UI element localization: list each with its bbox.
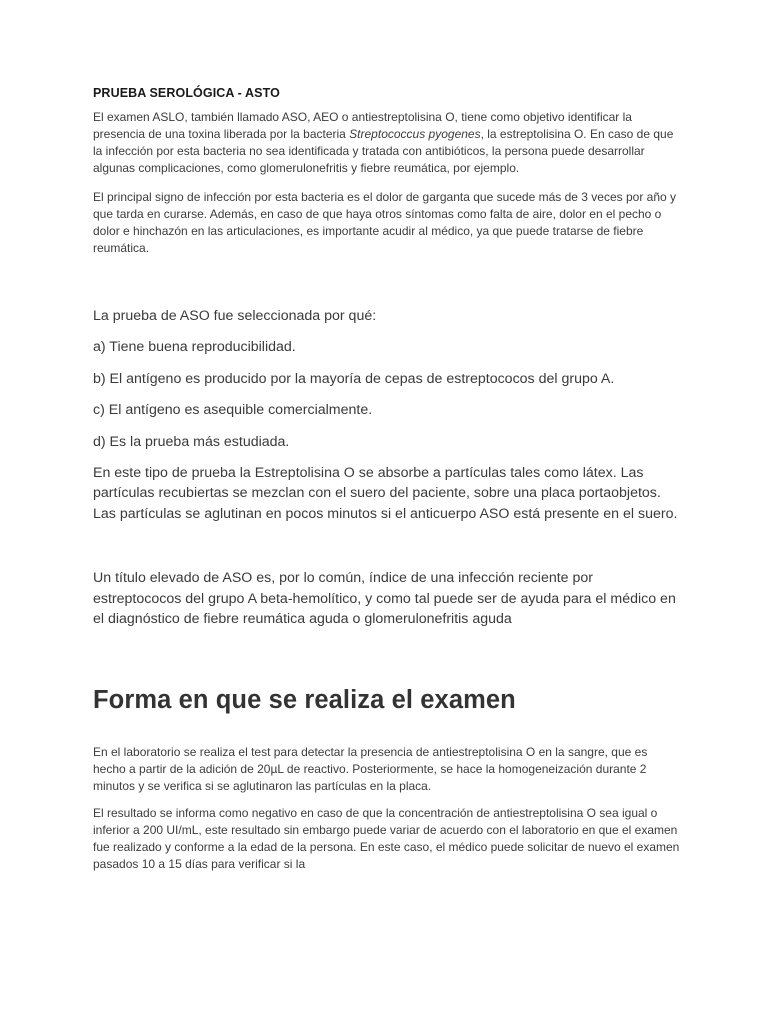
spacer xyxy=(93,535,683,568)
intro-paragraph-2: El principal signo de infección por esta bacteria es el dolor de garganta que sucede más de 3 veces por año y que tarda en curarse. Además, en caso de que haya otros síntomas como falta de aire, dolor en el pecho o dolor e hinchazón en las articulaciones, es importante acudir al médico, ya que puede tratarse de fiebre reumática. xyxy=(93,190,677,255)
result-paragraph: El resultado se informa como negativo en caso de que la concentración de antiestreptolisina O sea igual o inferior a 200 UI/mL, este resultado sin embargo puede variar de acuerdo con el laboratorio en que el examen fue realizado y conforme a la edad de la persona. En este caso, el médico puede solicitar de nuevo el examen pasados 10 a 15 días para verificar si la xyxy=(93,806,680,872)
document-page xyxy=(93,86,683,885)
option-a: a) Tiene buena reproducibilidad. xyxy=(93,339,296,356)
aso-title-paragraph: Un título elevado de ASO es, por lo común, índice de una infección reciente por estreptococos del grupo A beta-hemolítico, y como tal puede ser de ayuda para el médico en el diagnóstico de fiebre reumática aguda o glomerulonefritis aguda xyxy=(93,570,676,628)
intro-p1-text-start: El examen ASLO, también llamado ASO, AEO o antiestreptolisina O, tiene como objetivo identificar la presencia de una toxina liberada por la bacteria xyxy=(93,110,632,141)
bacteria-name: Streptococcus pyogenes xyxy=(349,127,481,141)
method-paragraph: En el laboratorio se realiza el test para detectar la presencia de antiestreptolisina O en la sangre, que es hecho a partir de la adición de 20µL de reactivo. Posteriormente, se hace la homogeneización durante 2 minutos y se verifica si se aglutinaron las partículas en la placa. xyxy=(93,745,648,794)
intro-paragraph-1 xyxy=(93,109,683,177)
option-b: b) El antígeno es producido por la mayoría de cepas de estreptococos del grupo A. xyxy=(93,370,615,387)
selection-question: La prueba de ASO fue seleccionada por qué: xyxy=(93,308,377,324)
document-title: PRUEBA SEROLÓGICA - ASTO xyxy=(93,86,280,100)
spacer xyxy=(93,269,683,306)
intro-p1-text-end: , la estreptolisina O. En caso de que la infección por esta bacteria no sea identificada y tratada con antibióticos, la persona puede desarrollar algunas complicaciones, como glomerulonefritis y fiebre reumática, por ejemplo. xyxy=(93,127,674,175)
option-c: c) El antígeno es asequible comercialmente. xyxy=(93,402,373,419)
option-d: d) Es la prueba más estudiada. xyxy=(93,433,290,450)
section-heading: Forma en que se realiza el examen xyxy=(93,686,516,715)
spacer xyxy=(93,640,683,686)
latex-paragraph: En este tipo de prueba la Estreptolisina O se absorbe a partículas tales como látex. Las partículas recubiertas se mezclan con el suero del paciente, sobre una placa portaobjetos. Las partículas se aglutinan en pocos minutos si el anticuerpo ASO está presente en el suero. xyxy=(93,465,678,522)
